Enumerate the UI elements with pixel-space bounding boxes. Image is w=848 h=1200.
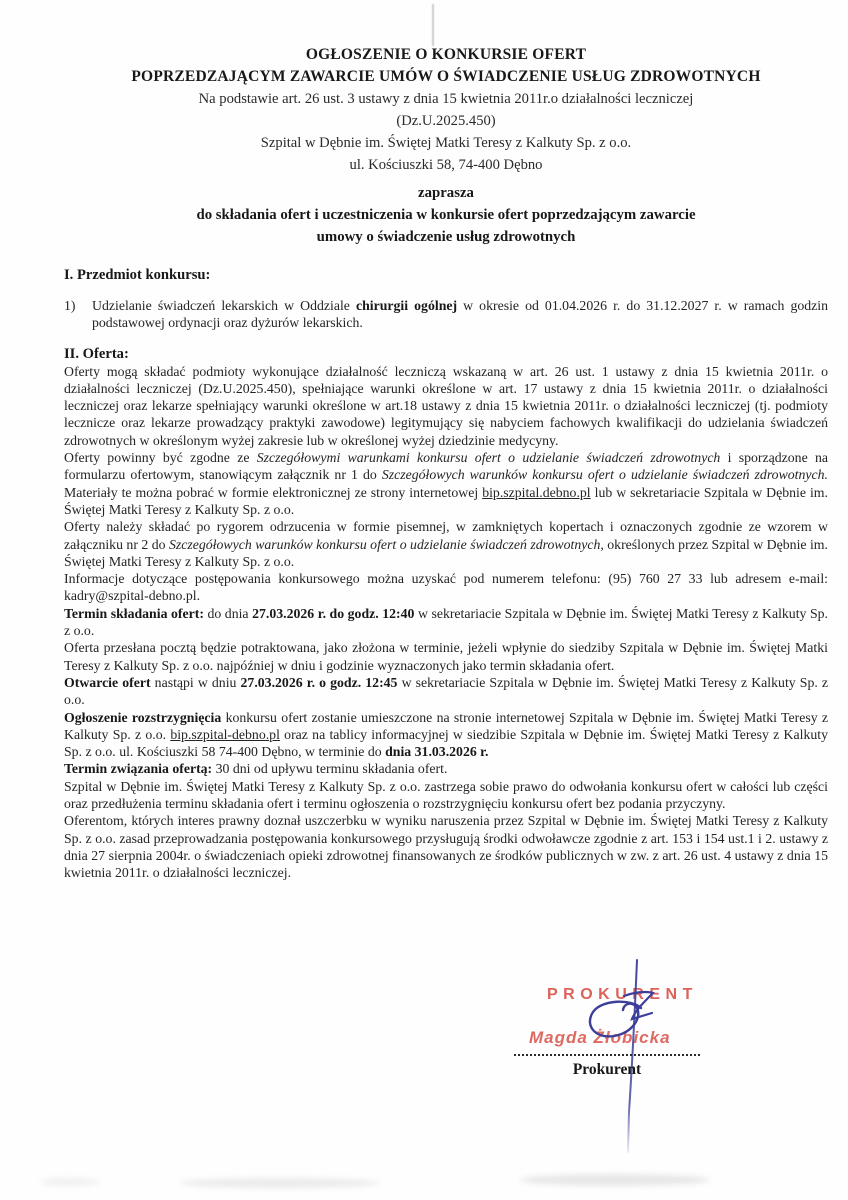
text-segment: Termin związania ofertą: (64, 761, 213, 777)
text-segment: oraz na tablicy informacyjnej w siedzibie Szpitala w Dębnie im. Świętej Matki Teresy z Kalkuty Sp. z o.o. ul. Kościuszki 58 74-400 Dębno, w terminie do (64, 726, 828, 760)
text-segment: Oferty powinny być zgodne ze (64, 450, 257, 466)
section-1-heading: I. Przedmiot konkursu: (64, 267, 211, 283)
text-segment: Oferta przesłana pocztą będzie potraktowana, jako złożona w terminie, jeżeli wpłynie do siedziby Szpitala w Dębnie im. Świętej Matki Teresy z Kalkuty Sp. z o.o. najpóźniej w dniu i godzinie wyznaczonych jako termin składania ofert. (64, 640, 828, 673)
legal-basis-line: Na podstawie art. 26 ust. 3 ustawy z dnia 15 kwietnia 2011r.o działalności leczniczej (198, 91, 694, 107)
link-text: bip.szpital-debno.pl (170, 726, 280, 742)
invite-line-3: umowy o świadczenie usług zdrowotnych (316, 229, 576, 245)
text-segment: i sporządzone na formularzu ofertowym, stanowiącym załącznik nr 1 do (64, 450, 829, 483)
text-segment: Oferty należy składać po rygorem odrzucenia w formie pisemnej, w zamkniętych kopertach i oznaczonych zgodnie ze wzorem w załączniku nr 2 do (64, 519, 828, 552)
prokurent-stamp-title: PROKURENT (547, 986, 698, 1003)
text-segment: Szczegółowych warunków konkursu ofert o udzielanie świadczeń zdrowotnych. (381, 467, 828, 483)
text-segment: 27.03.2026 r. (240, 674, 316, 690)
title-line-1: OGŁOSZENIE O KONKURSIE OFERT (305, 46, 587, 63)
text-segment: Oferentom, których interes prawny doznał uszczerbku w wyniku naruszenia przez Szpital w Dębnie im. Świętej Matki Teresy z Kalkuty Sp. z o.o. zasad przeprowadzania postępowania konkursowego przysługują środki odwoławcze zgodnie z art. 153 i 154 ust.1 i 2. ustawy z dnia 27 sierpnia 2004r. o świadczeniach opieki zdrowotnej finansowanych ze środków publicznych w zw. z art. 26 ust. 4 ustawy z dnia 15 kwietnia 2011r. o działalności leczniczej. (64, 813, 828, 881)
scan-smudge (40, 1178, 100, 1186)
scan-smudge (520, 1174, 710, 1186)
text-segment: w okresie od 01.04.2026 r. do 31.12.2027 r. w ramach godzin podstawowej ordynacji oraz dyżurów lekarskich. (92, 298, 829, 331)
organization-address: ul. Kościuszki 58, 74-400 Dębno (349, 157, 543, 173)
text-segment: Ogłoszenie rozstrzygnięcia (64, 709, 222, 725)
text-segment: Materiały te można pobrać w formie elektronicznej ze strony internetowej (64, 484, 483, 500)
title-line-2: POPRZEDZAJĄCYM ZAWARCIE UMÓW O ŚWIADCZENIE USŁUG ZDROWOTNYCH (131, 68, 761, 85)
text-segment: Informacje dotyczące postępowania konkursowego można uzyskać pod numerem telefonu: (95) 760 27 33 lub adresem e-mail: kadry@szpital-debno.pl. (64, 571, 828, 604)
signature-role-label: Prokurent (572, 1061, 642, 1078)
journal-reference: (Dz.U.2025.450) (396, 113, 496, 129)
link-text: bip.szpital.debno.pl (482, 484, 591, 500)
text-segment: Oferty mogą składać podmioty wykonujące działalność leczniczą wskazaną w art. 26 ust. 1 ustawy z dnia 15 kwietnia 2011r. o działalności leczniczej (Dz.U.2025.450), spełniające warunki określone w art. 17 ustawy z dnia 15 kwietnia 2011r. o działalności leczniczej oraz lekarze spełniający warunki określone w art.18 ustawy z dnia 15 kwietnia 2011r. o działalności leczniczej (tj. podmioty lecznicze oraz lekarze prowadzący praktyki zawodowe) legitymujący się nabyciem fachowych kwalifikacji do udzielania świadczeń zdrowotnych w określonym wyżej zakresie lub w określonej wyżej dziedzinie medycyny. (64, 363, 828, 448)
text-segment: Termin składania ofert: (64, 605, 204, 621)
invite-line-1: zaprasza (418, 185, 474, 201)
list-item-number: 1) (64, 298, 76, 313)
text-segment: w sekretariacie Szpitala w Dębnie im. Świętej Matki Teresy z Kalkuty Sp. z o.o. (64, 674, 829, 708)
text-segment: określonych przez Szpital w Dębnie im. Świętej Matki Teresy z Kalkuty Sp. z o.o. (64, 536, 828, 569)
text-segment: w sekretariacie Szpitala w Dębnie im. Świętej Matki Teresy z Kalkuty Sp. z o.o. (64, 605, 828, 639)
pen-line (628, 960, 637, 1152)
text-segment: chirurgii ogólnej (355, 298, 458, 313)
text-segment: Szczegółowymi warunkami konkursu ofert o udzielanie świadczeń zdrowotnych (256, 450, 721, 466)
text-segment: 27.03.2026 r. do godz. 12:40 (252, 605, 415, 621)
text-segment: konkursu ofert zostanie umieszczone na stronie internetowej Szpitala w Dębnie im. Świętej Matki Teresy z Kalkuty Sp. z o.o. (64, 709, 829, 742)
text-segment: lub w sekretariacie Szpitala w Dębnie im. Świętej Matki Teresy z Kalkuty Sp. z o.o. (64, 484, 828, 517)
organization-name: Szpital w Dębnie im. Świętej Matki Teresy z Kalkuty Sp. z o.o. (260, 135, 632, 151)
text-segment: dnia 31.03.2026 r. (385, 744, 489, 760)
signature-dotted-line (514, 1044, 700, 1056)
section-2-heading: II. Oferta: (64, 345, 129, 362)
invite-line-2: do składania ofert i uczestniczenia w konkursie ofert poprzedzającym zawarcie (196, 207, 696, 223)
scan-smudge (180, 1178, 380, 1188)
text-segment: Udzielanie świadczeń lekarskich w Oddziale (92, 298, 356, 313)
text-segment: Otwarcie ofert (64, 674, 151, 690)
prokurent-stamp-name: Magda Żłobicka (529, 1028, 671, 1047)
text-segment: o godz. 12:45 (319, 674, 398, 690)
text-segment: Szczegółowych warunków konkursu ofert o udzielanie świadczeń zdrowotnych, (168, 536, 604, 552)
text-segment: Szpital w Dębnie im. Świętej Matki Teresy z Kalkuty Sp. z o.o. zastrzega sobie prawo do odwołania konkursu ofert w całości lub części oraz przedłużenia terminu składania ofert i terminu ogłoszenia o rozstrzygnięciu konkursu ofert bez podania przyczyny. (64, 778, 828, 812)
text-segment: do dnia (203, 605, 253, 621)
text-segment: 30 dni od upływu terminu składania ofert. (212, 761, 448, 777)
text-segment: nastąpi w dniu (150, 674, 241, 690)
